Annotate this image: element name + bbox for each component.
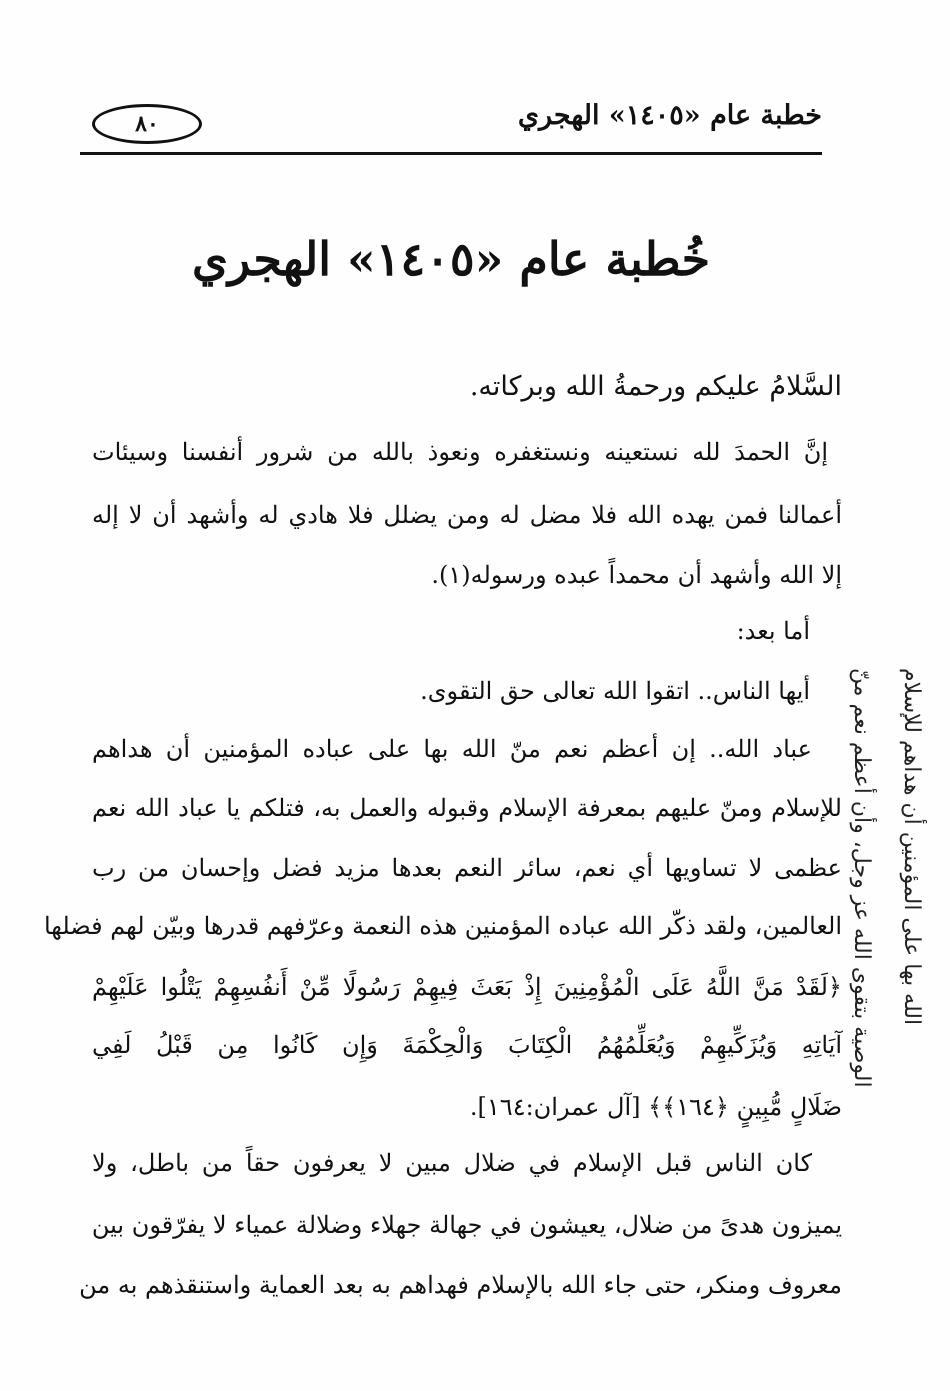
margin-note [830,668,942,1168]
margin-note-column: الله بها على المؤمنين أن هداهم للإسلام [899,668,924,1026]
quran-verse-line: ﴿لَقَدْ مَنَّ اللَّهُ عَلَى الْمُؤْمِنِينَ إِذْ بَعَثَ فِيهِمْ رَسُولًا مِّنْ أَنفُسِهِمْ يَتْلُوا عَلَيْهِمْ [92,973,842,1001]
text-line: أعمالنا فمن يهده الله فلا مضل له ومن يضلل فلا هادي له وأشهد أن لا إله [92,501,842,529]
text-line: عظمى لا تساويها أي نعم، سائر النعم بعدها مزيد فضل وإحسان من رب [92,854,842,882]
page-title: خُطبة عام «١٤٠٥» الهجري [191,232,711,286]
text-line: عباد الله.. إن أعظم نعم منّ الله بها على عباده المؤمنين أن هداهم [92,735,812,763]
text-line: أما بعد: [736,617,810,645]
text-line: كان الناس قبل الإسلام في ضلال مبين لا يعرفون حقاً من باطل، ولا [92,1149,812,1177]
text-line: إلا الله وأشهد أن محمداً عبده ورسوله(١). [431,561,842,589]
text-line: للإسلام ومنّ عليهم بمعرفة الإسلام وقبوله والعمل به، فتلكم يا عباد الله نعم [92,794,842,822]
greeting-line: السَّلامُ عليكم ورحمةُ الله وبركاته. [469,371,842,402]
text-line: العالمين، ولقد ذكّر الله عباده المؤمنين هذه النعمة وعرّفهم قدرها وبيّن لهم فضلها [43,912,842,940]
page-number-text: ٨٠ [135,111,159,137]
text-line: معروف ومنكر، حتى جاء الله بالإسلام فهداهم به بعد العماية واستنقذهم به من [79,1271,842,1299]
quran-verse-line: آيَاتِهِ وَيُزَكِّيهِمْ وَيُعَلِّمُهُمُ الْكِتَابَ وَالْحِكْمَةَ وَإِن كَانُوا مِن قَبْلُ لَفِي [92,1031,842,1059]
text-line: إنَّ الحمدَ لله نستعينه ونستغفره ونعوذ بالله من شرور أنفسنا وسيئات [92,438,828,466]
margin-note-column: الوصية بتقوى الله عز وجل، وأن أعظم نعم منّ [849,668,874,1088]
text-line: يميزون هدىً من ضلال، يعيشون في جهالة جهلاء وضلالة عمياء لا يفرّقون بين [91,1211,842,1239]
text-line: أيها الناس.. اتقوا الله تعالى حق التقوى. [420,677,810,705]
running-header-title: خطبة عام «١٤٠٥» الهجري [517,100,822,131]
quran-verse-line: ضَلَالٍ مُّبِينٍ ﴿١٦٤﴾﴾ [آل عمران:١٦٤]. [469,1093,842,1121]
